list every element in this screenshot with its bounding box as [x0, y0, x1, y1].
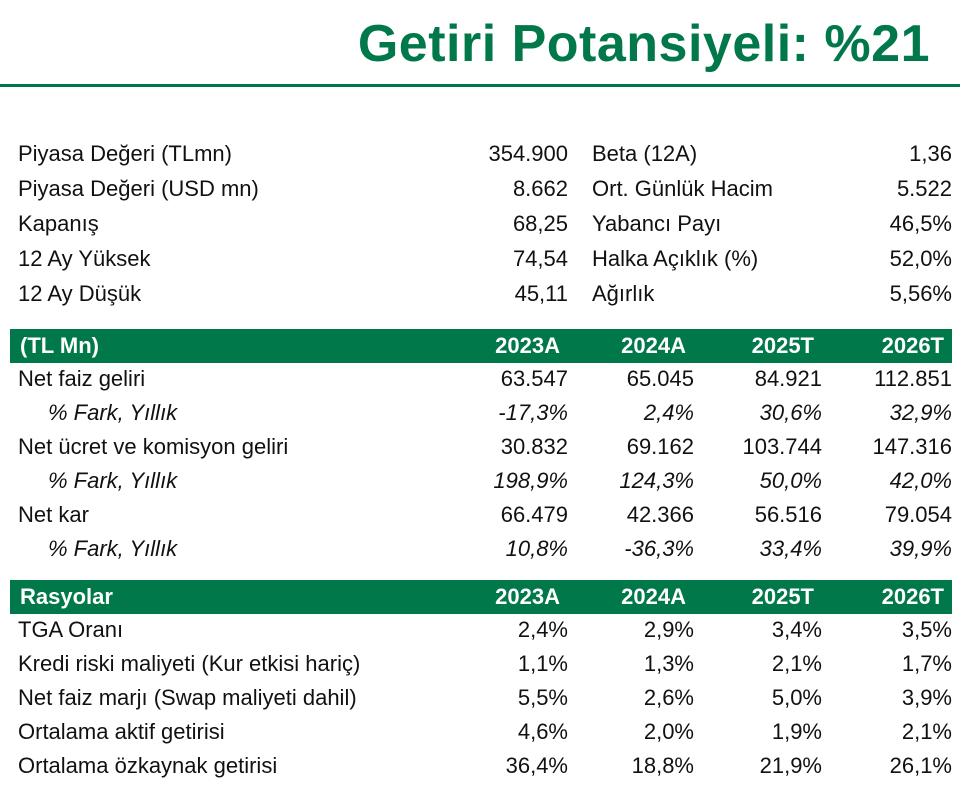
cell: 3,4% [771, 617, 822, 642]
cell: 33,4% [759, 536, 822, 561]
column-header: 2023A [495, 584, 560, 609]
cell: 1,9% [771, 719, 822, 744]
cell: 18,8% [631, 753, 694, 778]
market-row [18, 207, 952, 241]
cell: -17,3% [498, 400, 568, 425]
market-row [18, 172, 952, 206]
cell: 39,9% [889, 536, 952, 561]
cell: 2,1% [901, 719, 952, 744]
cell: 66.479 [500, 502, 568, 527]
cell: -36,3% [624, 536, 694, 561]
market-value: 46,5% [889, 211, 952, 236]
cell: 1,3% [643, 651, 694, 676]
financials-header-label: (TL Mn) [20, 333, 100, 358]
market-value: 74,54 [512, 246, 568, 271]
ratios-header-label: Rasyolar [20, 584, 113, 609]
market-label: Ağırlık [592, 281, 655, 306]
cell: 2,4% [643, 400, 694, 425]
table-row [18, 613, 952, 647]
ratios-header [10, 580, 952, 614]
cell: 1,7% [901, 651, 952, 676]
column-header: 2025T [751, 333, 814, 358]
market-label: 12 Ay Düşük [18, 281, 142, 306]
market-value: 8.662 [512, 176, 568, 201]
column-header: 2024A [621, 584, 686, 609]
market-label: Ort. Günlük Hacim [592, 176, 773, 201]
market-label: Kapanış [18, 211, 99, 236]
market-value: 5,56% [889, 281, 952, 306]
cell: 2,6% [643, 685, 694, 710]
column-header: 2024A [621, 333, 686, 358]
row-label: % Fark, Yıllık [48, 536, 178, 561]
table-row [18, 715, 952, 749]
table-row [18, 532, 952, 566]
cell: 2,0% [643, 719, 694, 744]
row-label: Ortalama özkaynak getirisi [18, 753, 278, 778]
cell: 147.316 [872, 434, 952, 459]
table-row [18, 396, 952, 430]
column-header: 2023A [495, 333, 560, 358]
market-row [18, 277, 952, 311]
cell: 3,5% [901, 617, 952, 642]
cell: 26,1% [889, 753, 952, 778]
cell: 30.832 [500, 434, 568, 459]
cell: 5,0% [771, 685, 822, 710]
market-label: Beta (12A) [592, 141, 698, 166]
cell: 21,9% [759, 753, 822, 778]
cell: 50,0% [759, 468, 822, 493]
table-row [18, 362, 952, 396]
cell: 2,1% [771, 651, 822, 676]
market-value: 68,25 [512, 211, 568, 236]
row-label: % Fark, Yıllık [48, 400, 178, 425]
row-label: Net ücret ve komisyon geliri [18, 434, 289, 459]
cell: 3,9% [901, 685, 952, 710]
market-value: 52,0% [889, 246, 952, 271]
market-label: Halka Açıklık (%) [592, 246, 759, 271]
cell: 124,3% [619, 468, 694, 493]
cell: 2,4% [517, 617, 568, 642]
table-row [18, 498, 952, 532]
cell: 32,9% [889, 400, 952, 425]
table-row [18, 464, 952, 498]
market-value: 45,11 [514, 281, 568, 306]
table-row [18, 430, 952, 464]
cell: 198,9% [493, 468, 568, 493]
cell: 84.921 [754, 366, 822, 391]
cell: 42.366 [626, 502, 694, 527]
row-label: Net faiz geliri [18, 366, 146, 391]
row-label: Net faiz marjı (Swap maliyeti dahil) [18, 685, 357, 710]
column-header: 2025T [751, 584, 814, 609]
cell: 65.045 [626, 366, 694, 391]
cell: 5,5% [517, 685, 568, 710]
market-label: Piyasa Değeri (TLmn) [18, 141, 232, 166]
row-label: Net kar [18, 502, 89, 527]
cell: 103.744 [742, 434, 822, 459]
cell: 30,6% [759, 400, 822, 425]
row-label: % Fark, Yıllık [48, 468, 178, 493]
market-value: 354.900 [488, 141, 568, 166]
financials-header [10, 329, 952, 363]
market-label: Piyasa Değeri (USD mn) [18, 176, 259, 201]
row-label: Kredi riski maliyeti (Kur etkisi hariç) [18, 651, 361, 676]
cell: 1,1% [517, 651, 568, 676]
column-header: 2026T [881, 333, 944, 358]
row-label: Ortalama aktif getirisi [18, 719, 225, 744]
cell: 56.516 [754, 502, 822, 527]
title-divider [0, 84, 960, 87]
table-row [18, 681, 952, 715]
cell: 4,6% [517, 719, 568, 744]
cell: 63.547 [500, 366, 568, 391]
market-row [18, 137, 952, 171]
table-row [18, 749, 952, 783]
column-header: 2026T [881, 584, 944, 609]
market-row [18, 242, 952, 276]
market-value: 5.522 [896, 176, 952, 201]
market-label: 12 Ay Yüksek [18, 246, 151, 271]
market-value: 1,36 [909, 141, 952, 166]
table-row [18, 647, 952, 681]
cell: 42,0% [889, 468, 952, 493]
cell: 69.162 [626, 434, 694, 459]
market-label: Yabancı Payı [592, 211, 722, 236]
cell: 36,4% [505, 753, 568, 778]
cell: 79.054 [884, 502, 952, 527]
cell: 10,8% [505, 536, 568, 561]
cell: 2,9% [643, 617, 694, 642]
row-label: TGA Oranı [18, 617, 124, 642]
page-title: Getiri Potansiyeli: %21 [357, 15, 930, 73]
cell: 112.851 [874, 366, 952, 391]
